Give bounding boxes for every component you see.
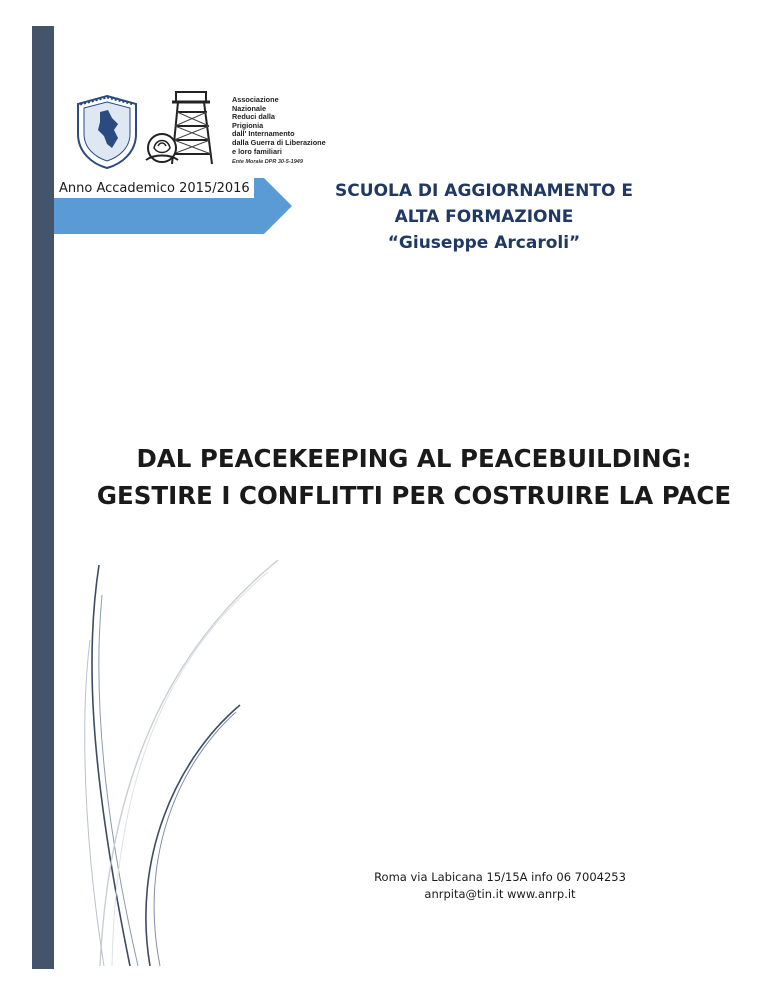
document-title-line2: GESTIRE I CONFLITTI PER COSTRUIRE LA PACE bbox=[96, 481, 732, 510]
academic-year-label: Anno Accademico 2015/2016 bbox=[59, 181, 250, 196]
school-name-line1: SCUOLA DI AGGIORNAMENTO E bbox=[335, 181, 633, 201]
org-decree: Ente Morale DPR 30-5-1949 bbox=[232, 159, 303, 166]
anrp-emblem-icon bbox=[74, 94, 140, 170]
organization-logo bbox=[74, 88, 334, 178]
address-line1: Roma via Labicana 15/15A info 06 7004253 bbox=[374, 870, 626, 884]
school-name-line2: ALTA FORMAZIONE bbox=[394, 207, 574, 227]
watchtower-rose-icon bbox=[144, 88, 236, 168]
org-name-line: e loro familiari bbox=[232, 146, 282, 156]
org-name-line: Associazione bbox=[232, 95, 279, 104]
org-name-line: Reduci dalla bbox=[232, 112, 275, 122]
document-title-line1: DAL PEACEKEEPING AL PEACEBUILDING: bbox=[136, 444, 692, 473]
contact-address bbox=[330, 869, 670, 903]
academic-year-ribbon bbox=[54, 178, 292, 234]
school-header bbox=[300, 178, 668, 256]
organization-name bbox=[232, 96, 342, 167]
address-line2: anrpita@tin.it www.anrp.it bbox=[424, 887, 576, 901]
org-name-line: dall' Internamento bbox=[232, 129, 295, 139]
org-name-line: dalla Guerra di Liberazione bbox=[232, 137, 326, 147]
org-name-line: Prigionia bbox=[232, 120, 264, 130]
document-title bbox=[60, 440, 768, 514]
school-name-line3: “Giuseppe Arcaroli” bbox=[387, 233, 581, 253]
org-name-line: Nazionale bbox=[232, 103, 267, 113]
